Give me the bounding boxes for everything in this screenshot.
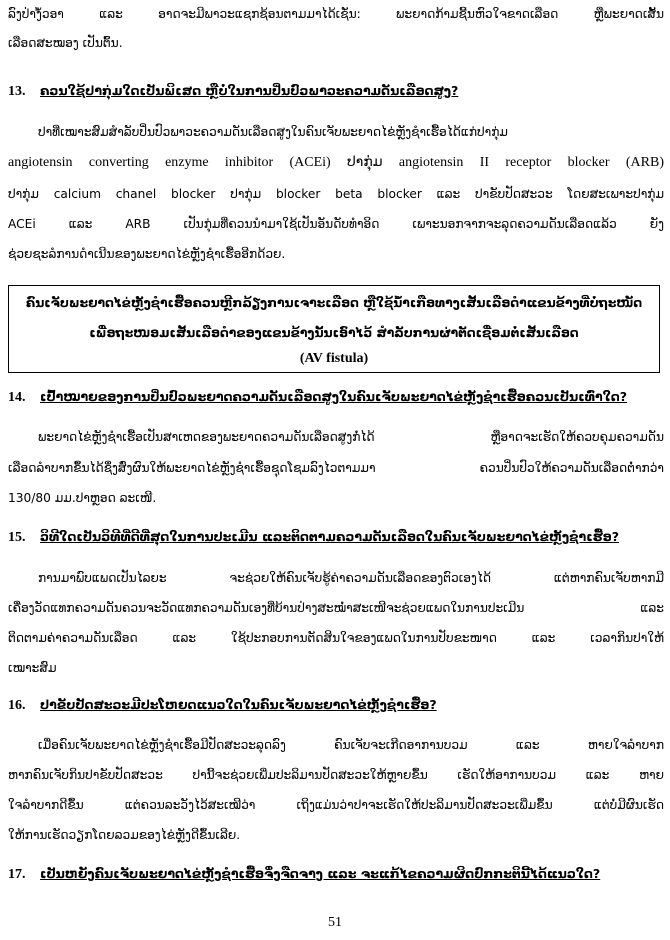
question-text: ເປັນຫຍັງຄົນເຈັບພະຍາດໄຂ່ຫຼັງຊຳເຮື້ອຈຶ່ງຈືດຈາງ ແລະ ຈະແກ້ໄຂຄວາມຜິດປົກກະຕິນີ້ໄດ້ແນວໃດ?: [40, 866, 601, 881]
question-13-heading: [8, 79, 664, 105]
paragraph-line: ລົງປ່າງໍ້ວອາ ແລະ ອາດຈະມີພາວະແຊກຊ້ອນຕາມມາໄດ້ເຊັ່ນ: ພະຍາດກ້າມຊີ້ນຫົວໃຈຂາດເລືອດ ຫຼືພະຍາດເສັ້ນ: [8, 7, 664, 21]
paragraph-line: ເຄື່ອງວັດແທກຄວາມດັນຄວນຈະວັດແທກຄວາມດັນເອງທີ່ບ້ານປ່າງສະໝໍ່າສະເໜີຈະຊ່ວຍແພດໃນການປະເມີນ ແລະ: [8, 601, 664, 615]
question-text: ປາຂັບປັດສະວະມີປະໂຫຍດແນວໃດໃນຄົນເຈັບພະຍາດໄຂ່ຫຼັງຊຳເຮື້ອ?: [40, 697, 437, 712]
note-box: [8, 285, 660, 373]
paragraph-line: ຕິດຕາມຄ່າຄວາມດັນເລືອດ ແລະ ໃຊ້ປະກອບການຕັດສິນໃຈຂອງແພດໃນການປັບຂະໜາດ ແລະ ເວລາກິນປາໃຫ້: [8, 631, 664, 645]
paragraph-line: ພະຍາດໄຂ່ຫຼັງຊຳເຮື້ອເປັນສາເຫດຂອງພະຍາດຄວາມດັນເລືອດສູງກໍ່ໄດ້ ຫຼືອາດຈະເຮັດໃຫ້ຄວບຄຸມຄວາມດັນ: [38, 430, 664, 444]
question-14-heading: [8, 385, 664, 411]
paragraph-line: ປາທີ່ເໝາະສົມສຳລັບປິ່ນປົວພາວະຄວາມດັນເລືອດສູງໃນຄົນເຈັບພະຍາດໄຂ່ຫຼັງຊຳເຮື້ອໄດ້ແກ່ປາກຸ່ມ: [38, 125, 508, 139]
note-box-line: ຄົນເຈັບພະຍາດໄຂ່ຫຼັງຊຳເຮື້ອຄວນຫຼີກລ້ຽງການເຈາະເລືອດ ຫຼືໃຊ້ນ້ຳເກືອທາງເສັ້ນເລືອດຳແຂນຂ້າງທີ່ບໍ່ຖະໜັດ: [25, 295, 643, 310]
question-text: ຄວນໃຊ້ປາກຸ່ມໃດເປັນພິເສດ ຫຼືບໍ່ໃນການປິ່ນປົວພາວະຄວາມດັນເລືອດສູງ?: [40, 83, 459, 98]
question-17-heading: [8, 862, 664, 888]
paragraph-line: ປາກຸ່ມ calcium chanel blocker ປາກຸ່ມ blocker beta blocker ແລະ ປາຂັບປັດສະວະ ໂດຍສະເພາະປາກຸ່ມ: [8, 187, 664, 201]
page-number: 51: [328, 915, 342, 930]
paragraph-line: ເລືອດສະໝອງ ເປັນຕົ້ນ.: [8, 36, 123, 50]
question-number: 14.: [8, 390, 26, 405]
question-text: ເປົ້າໝາຍຂອງການປິ່ນປົວພະຍາດຄວາມດັນເລືອດສູງໃນຄົນເຈັບພະຍາດໄຂ່ຫຼັງຊຳເຮື້ອຄວນເປັນເທົ່າໃດ?: [40, 389, 628, 404]
question-number: 15.: [8, 530, 26, 545]
question-number: 13.: [8, 84, 26, 99]
paragraph-line: angiotensin converting enzyme inhibitor (ACEi) ປາກຸ່ມ angiotensin II receptor blocker (ARB): [8, 155, 664, 170]
note-box-line: ເພື່ອຖະໜອມເສັ້ນເລືອດຳຂອງແຂນຂ້າງນັ້ນເອົາໄວ້ ສຳລັບການຜ່າຕັດເຊື່ອມຕໍ່ເສັ້ນເລືອດ: [89, 325, 579, 340]
note-box-line: (AV fistula): [299, 351, 369, 366]
paragraph-line: ACEi ແລະ ARB ເປັນກຸ່ມທີ່ຄວນນຳມາໃຊ້ເປັນອັນດັບທຳອິດ ເພາະນອກຈາກຈະລຸດຄວາມດັນເລືອດແລ້ວ ຍັງ: [8, 217, 664, 231]
paragraph-line: ໃຈລຳບາກດີຂຶ້ນ ແຕ່ຄວນລະວັງໄວ້ສະເໝີວ່າ ເຖິງແມ່ນວ່າປາຈະເຮັດໃຫ້ປະລິມານປັດສະວະເພີ່ມຂຶ້ນ ແຕ່ບໍ່ມີຜົນເຮັດ: [8, 798, 664, 812]
question-15-heading: [8, 525, 664, 551]
paragraph-line: 130/80 ມມ.ປາຫຼອດ ລະເໜີ.: [8, 491, 157, 505]
question-number: 16.: [8, 698, 26, 713]
paragraph-line: ຊ່ວຍຊະລໍການດຳເນີນຂອງພະຍາດໄຂ່ຫຼັງຊຳເຮື້ອອີກດ້ວຍ.: [8, 247, 286, 261]
paragraph-line: ໃຫ້ການເຮັດວຽກໂດຍລວມຂອງໄຂ່ຫຼັງດີຂຶ້ນເລີຍ.: [8, 828, 241, 842]
question-text: ວິທີໃດເປັນວິທີທີ່ດີທີ່ສຸດໃນການປະເມີນ ແລະຕິດຕາມຄວາມດັນເລືອດໃນຄົນເຈັບພະຍາດໄຂ່ຫຼັງຊຳເຮື້ອ?: [40, 529, 620, 544]
question-number: 17.: [8, 867, 26, 882]
paragraph-line: ການມາພົບແພດເປັນໄລຍະ ຈະຊ່ວຍໃຫ້ຄົນເຈັບຮູ້ຄ່າຄວາມດັນເລືອດຂອງຕົວເອງໄດ້ ແຕ່ຫາກຄົນເຈັບຫາກມີ: [38, 571, 664, 585]
paragraph-line: ເລືອດລຳບາກຂຶ້ນໄດ້ຊຶ່ງສົ່ງຜົນໃຫ້ພະຍາດໄຂ່ຫຼັງຊຳເຮື້ອຊຸດໂຊມລົງໄວຕາມມາ ຄວນປິ່ນປົວໃຫ້ຄວາມດັນເລືອດຕ່ຳກວ່າ: [8, 461, 664, 475]
paragraph-line: ເມື່ອຄົນເຈັບພະຍາດໄຂ່ຫຼັງຊຳເຮື້ອມີປັດສະວະລຸດລົງ ຄົນເຈັບຈະເກີດອາການບວມ ແລະ ຫາຍໃຈລຳບາກ: [38, 738, 664, 752]
question-16-heading: [8, 693, 664, 719]
paragraph-line: ຫາກຄົນເຈັບກິນປາຂັບປັດສະວະ ປານີ້ຈະຊ່ວຍເພີ່ມປະລິມານປັດສະວະໃຫ້ຫຼາຍຂຶ້ນ ເຮັດໃຫ້ອາການບວມ ແລະ ຫາຍ: [8, 768, 664, 782]
paragraph-line: ເໝາະສົມ: [8, 661, 57, 675]
